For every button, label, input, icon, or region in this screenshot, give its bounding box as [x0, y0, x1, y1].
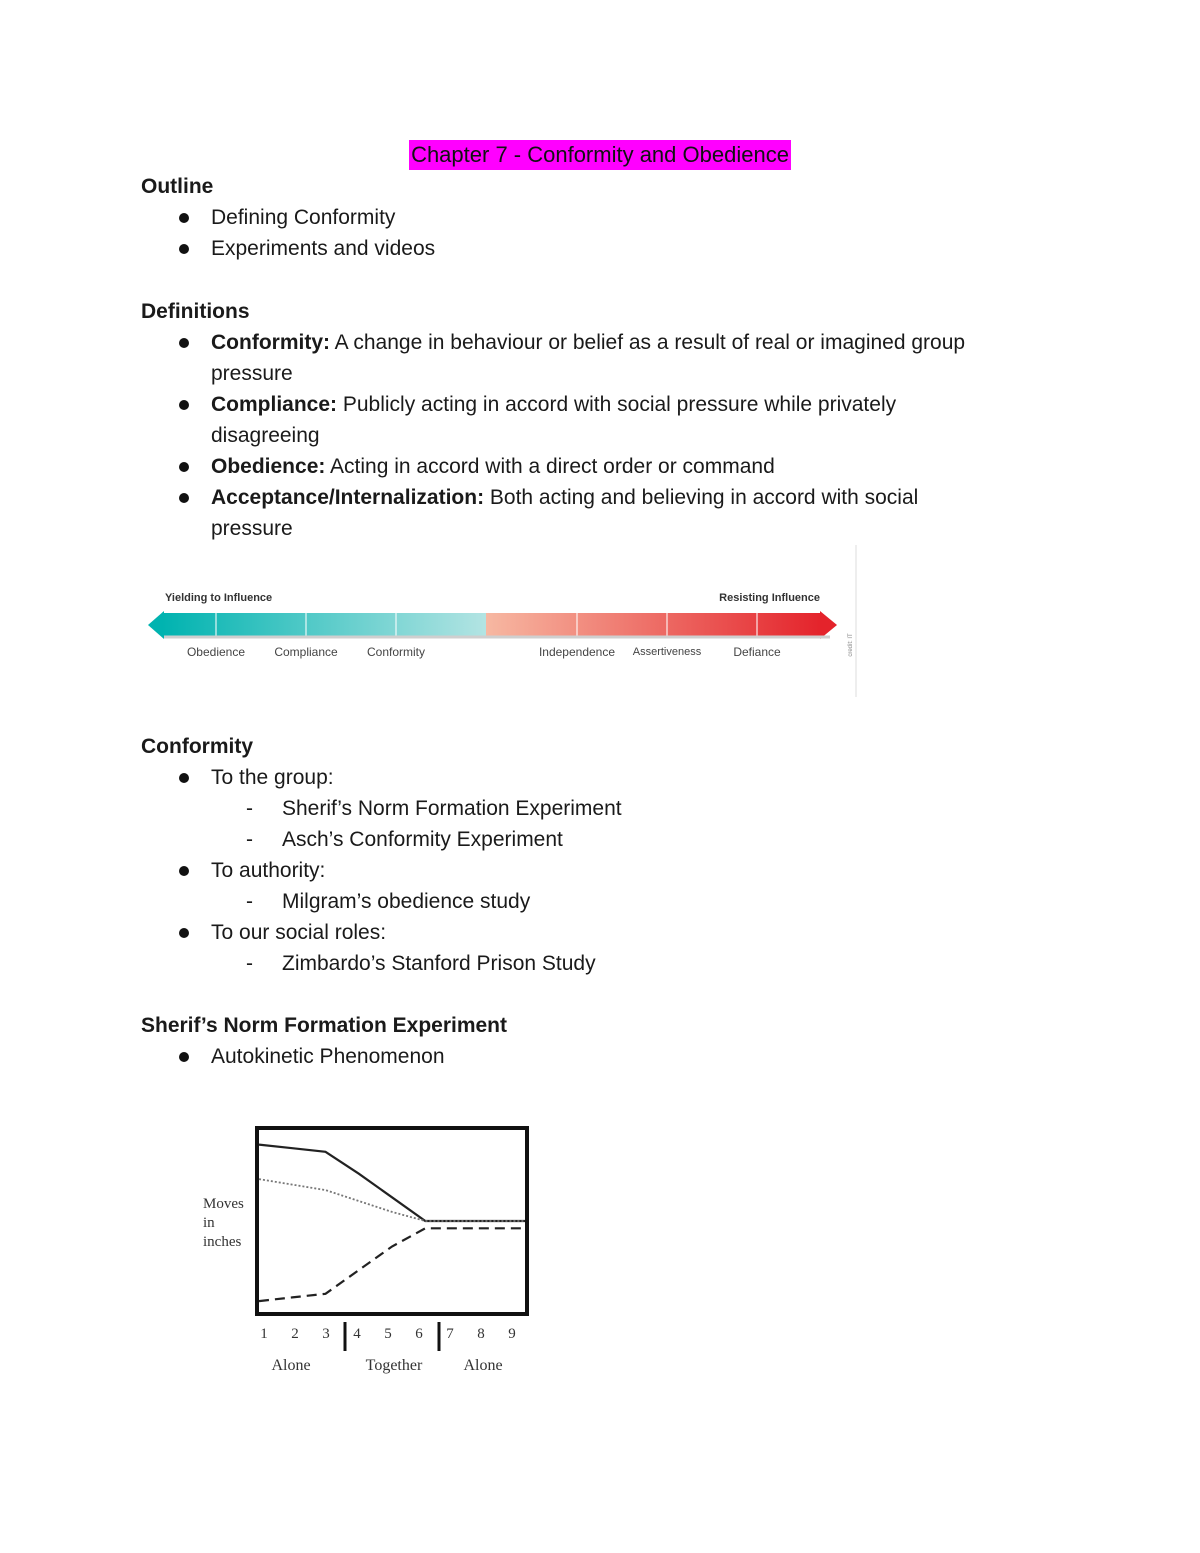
bullet-icon	[179, 866, 189, 876]
list-item-text: To our social roles:	[211, 921, 387, 944]
credit-text: credit: IT	[848, 633, 854, 657]
definition-text-cont: disagreeing	[211, 424, 320, 447]
list-item	[141, 202, 1081, 233]
sub-list-item	[141, 886, 1081, 917]
dash-icon: -	[246, 797, 253, 820]
definition-item	[141, 451, 1081, 482]
sherif-heading: Sherif’s Norm Formation Experiment	[141, 1014, 508, 1037]
spectrum-label-independence: Independence	[538, 645, 616, 659]
page-title: Chapter 7 - Conformity and Obedience	[409, 140, 791, 170]
definition-term: Conformity:	[211, 331, 330, 354]
list-item-text: To authority:	[211, 859, 326, 882]
conformity-list	[141, 762, 1081, 793]
bullet-icon	[179, 462, 189, 472]
sherif-list	[141, 1041, 1081, 1072]
list-item-text: Experiments and videos	[211, 237, 436, 260]
y-axis-label-line-1: Moves	[203, 1196, 244, 1212]
definition-text: A change in behaviour or belief as a result of real or imagined group	[330, 331, 966, 354]
definitions-list	[141, 327, 1081, 544]
definition-text-cont: pressure	[211, 517, 293, 540]
sherif-section	[141, 1010, 1081, 1072]
list-item	[141, 233, 1081, 264]
sub-list-item	[141, 824, 1081, 855]
conformity-sublist	[141, 886, 1081, 917]
x-tick-label: 3	[322, 1326, 330, 1342]
outline-heading: Outline	[141, 175, 214, 198]
conformity-sublist	[141, 948, 1081, 979]
yielding-bar	[162, 613, 486, 636]
bullet-icon	[179, 213, 189, 223]
definition-text: Publicly acting in accord with social pressure while privately	[337, 393, 897, 416]
x-tick-layer	[260, 1326, 516, 1342]
x-tick-label: 7	[446, 1326, 454, 1342]
list-item	[141, 855, 1081, 886]
sub-list-item	[141, 948, 1081, 979]
list-item-text: To the group:	[211, 766, 334, 789]
bullet-icon	[179, 400, 189, 410]
outline-list	[141, 202, 1081, 264]
conformity-sublist	[141, 793, 1081, 855]
bullet-icon	[179, 493, 189, 503]
x-tick-label: 8	[477, 1326, 485, 1342]
resisting-bar	[486, 613, 822, 636]
definition-item	[141, 327, 1081, 389]
dash-icon: -	[246, 890, 253, 913]
spectrum-label-compliance: Compliance	[274, 645, 338, 659]
list-item-text: Autokinetic Phenomenon	[211, 1045, 445, 1068]
list-item	[141, 1041, 1081, 1072]
left-arrowhead	[148, 611, 164, 639]
list-item	[141, 917, 1081, 948]
definition-item	[141, 389, 1081, 451]
sub-list-item-text: Milgram’s obedience study	[282, 890, 531, 913]
bullet-icon	[179, 773, 189, 783]
y-axis-label-line-3: inches	[203, 1234, 242, 1250]
bullet-icon	[179, 928, 189, 938]
conformity-heading: Conformity	[141, 735, 253, 758]
definition-term: Compliance:	[211, 393, 338, 416]
phase-label-alone-1: Alone	[271, 1357, 311, 1374]
definition-text: Both acting and believing in accord with social	[484, 486, 919, 509]
title-wrap	[0, 140, 1200, 170]
spectrum-label-defiance: Defiance	[733, 645, 781, 659]
yielding-label: Yielding to Influence	[165, 592, 273, 604]
dash-icon: -	[246, 828, 253, 851]
definition-item	[141, 482, 1081, 544]
resisting-label: Resisting Influence	[719, 592, 820, 604]
definitions-section	[141, 296, 1081, 544]
conformity-section	[141, 731, 1081, 979]
list-item	[141, 762, 1081, 793]
spectrum-label-assertiveness: Assertiveness	[632, 646, 702, 658]
x-tick-label: 4	[353, 1326, 361, 1342]
x-tick-label: 1	[260, 1326, 268, 1342]
bullet-icon	[179, 338, 189, 348]
sub-list-item	[141, 793, 1081, 824]
phase-label-alone-2: Alone	[463, 1357, 503, 1374]
autokinetic-chart	[195, 1120, 540, 1382]
x-tick-label: 9	[508, 1326, 516, 1342]
sub-list-item-text: Asch’s Conformity Experiment	[282, 828, 563, 851]
x-tick-label: 6	[415, 1326, 423, 1342]
influence-spectrum-figure	[140, 545, 860, 697]
dash-icon: -	[246, 952, 253, 975]
x-tick-label: 5	[384, 1326, 392, 1342]
definitions-heading: Definitions	[141, 300, 250, 323]
definition-term: Acceptance/Internalization:	[211, 486, 485, 509]
bullet-icon	[179, 244, 189, 254]
sub-list-item-text: Zimbardo’s Stanford Prison Study	[282, 952, 596, 975]
phase-label-together: Together	[365, 1357, 423, 1374]
bullet-icon	[179, 1052, 189, 1062]
conformity-list	[141, 917, 1081, 948]
right-arrowhead	[820, 611, 837, 639]
spectrum-label-conformity: Conformity	[366, 645, 426, 659]
list-item-text: Defining Conformity	[211, 206, 396, 229]
definition-text-cont: pressure	[211, 362, 293, 385]
definition-term: Obedience:	[211, 455, 326, 478]
y-axis-label-line-2: in	[203, 1215, 215, 1231]
conformity-list	[141, 855, 1081, 886]
sub-list-item-text: Sherif’s Norm Formation Experiment	[282, 797, 622, 820]
x-tick-label: 2	[291, 1326, 299, 1342]
outline-section	[141, 171, 1081, 264]
spectrum-label-obedience: Obedience	[186, 645, 246, 659]
definition-text: Acting in accord with a direct order or command	[325, 455, 775, 478]
